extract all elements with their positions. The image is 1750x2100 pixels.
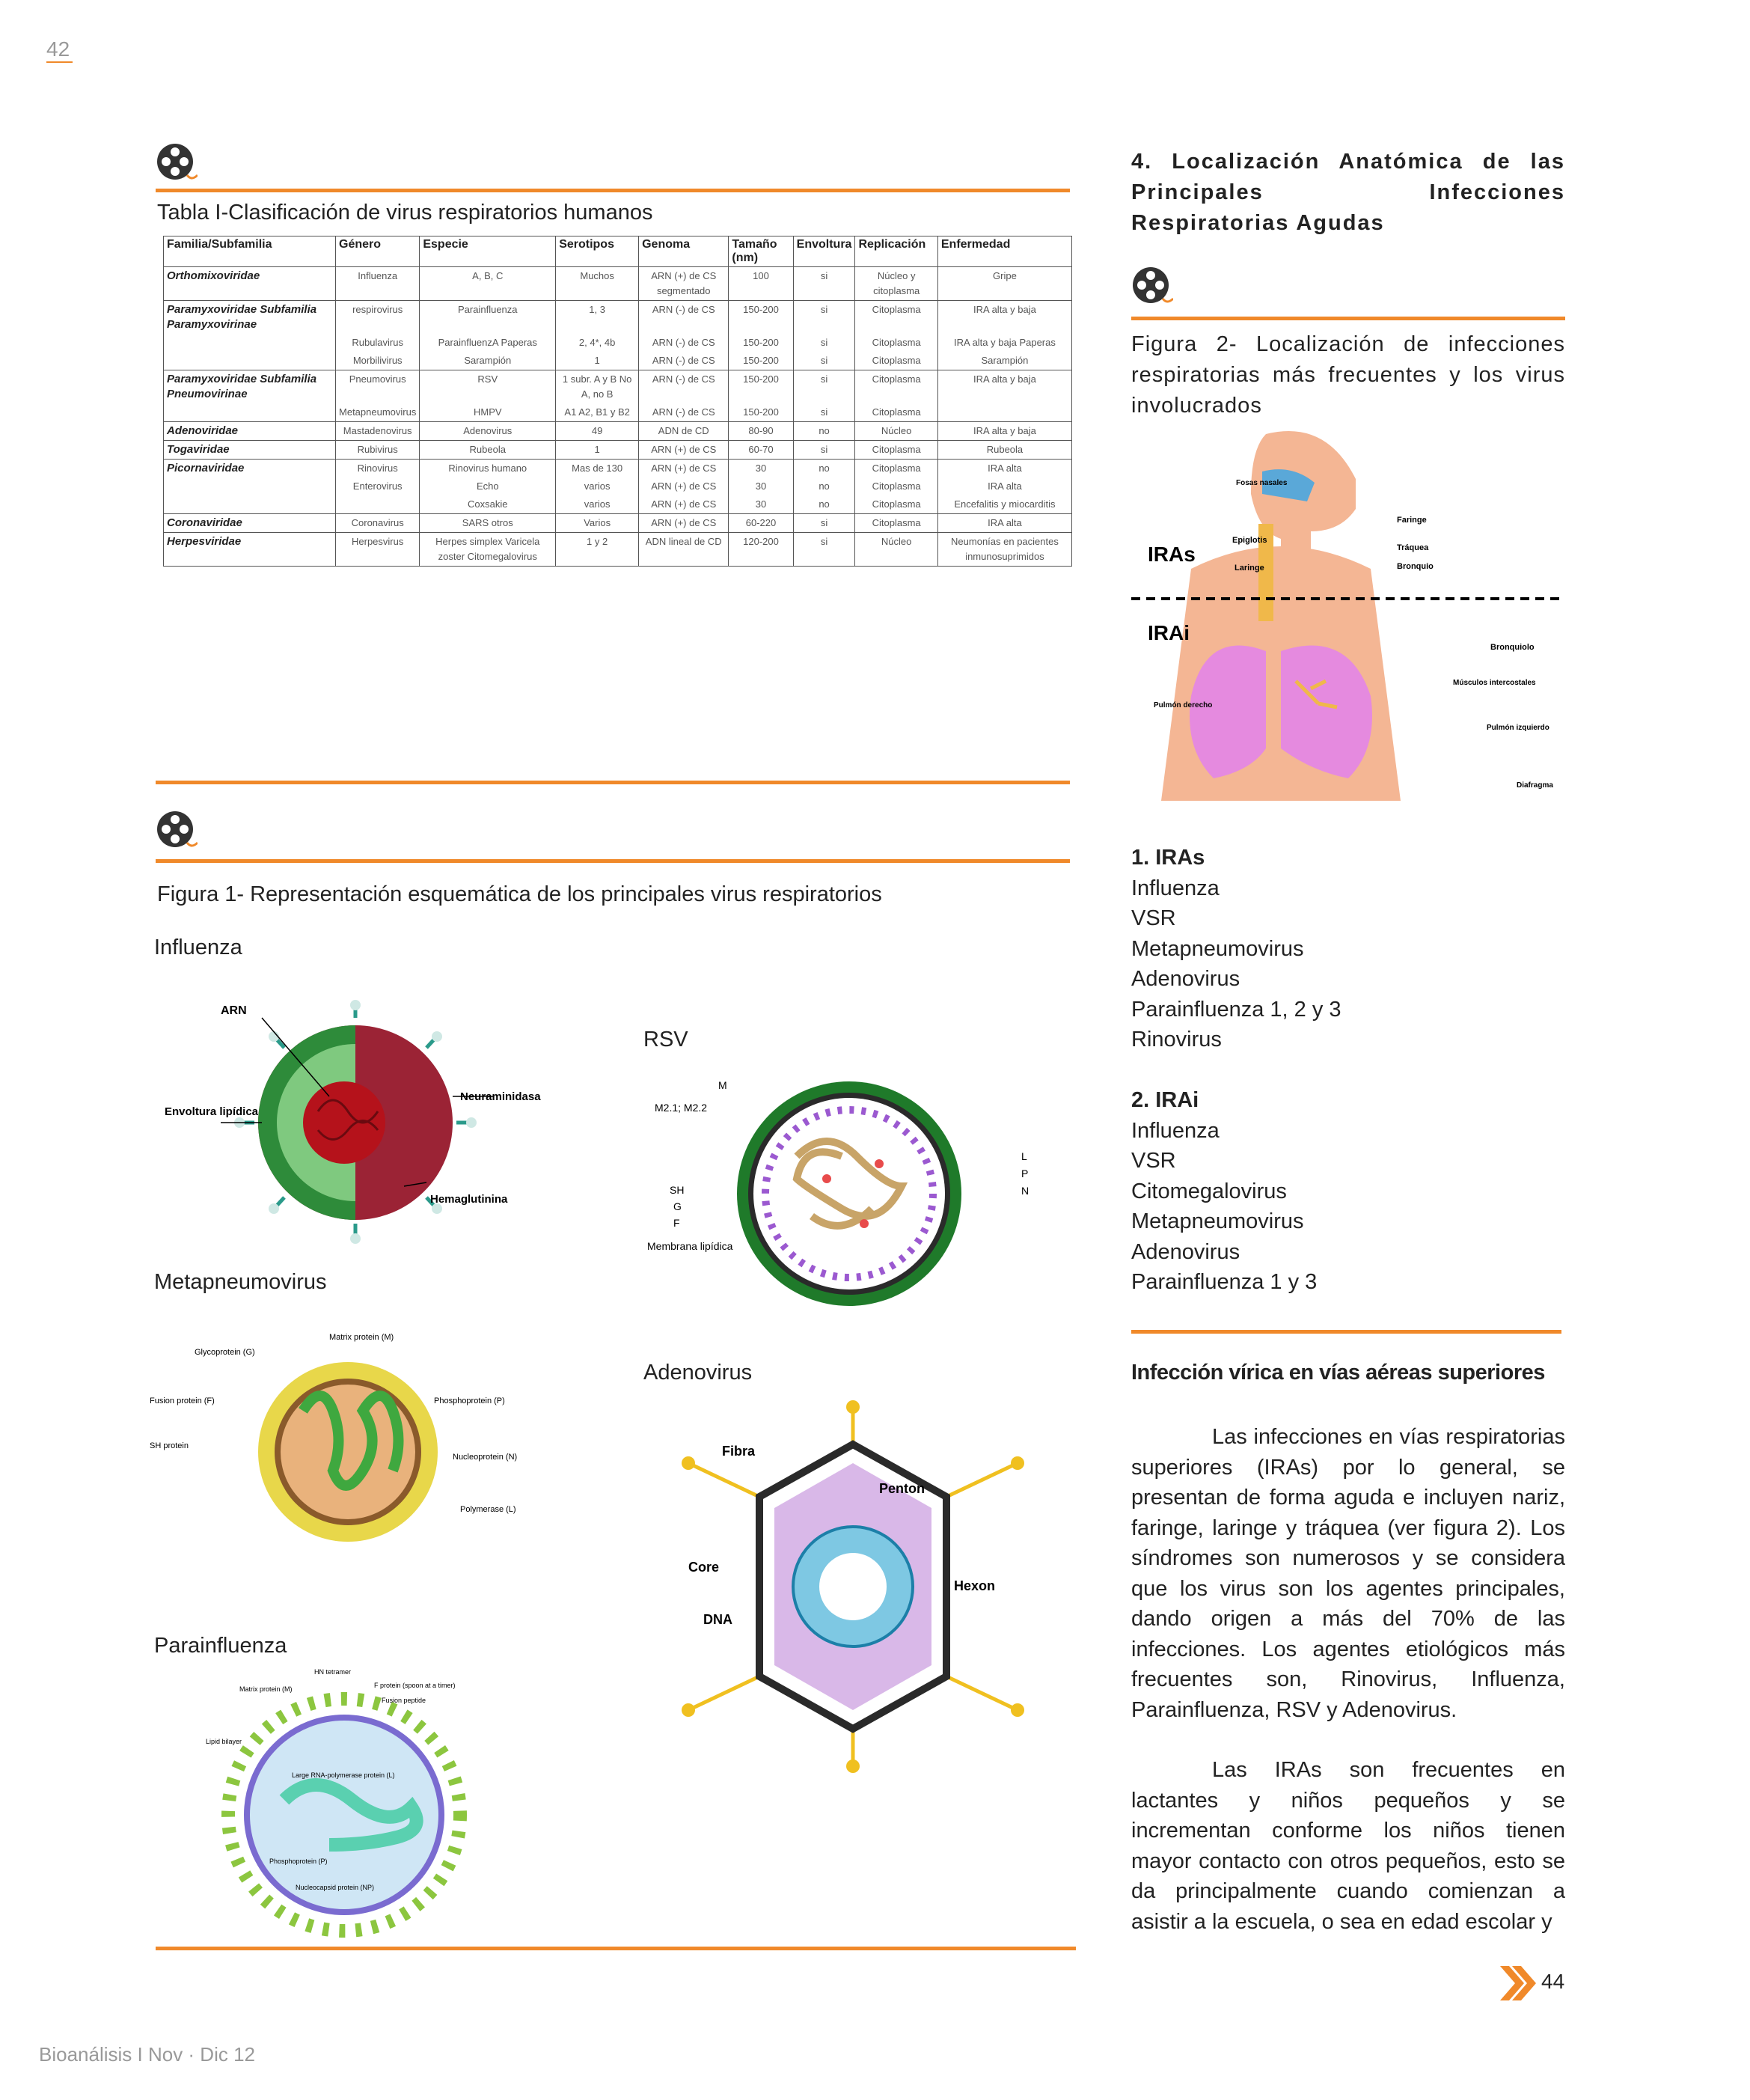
table-header-cell: Género [336, 236, 420, 267]
table-cell: ARN (-) de CS [639, 301, 729, 335]
table-cell: Morbilivirus [336, 352, 420, 370]
bronquio-label: Bronquio [1397, 562, 1434, 571]
table-cell: Rubulavirus [336, 334, 420, 352]
figure1-bottom-rule [156, 1947, 1076, 1950]
table-cell: respirovirus [336, 301, 420, 335]
table-cell: Mas de 130 [556, 460, 639, 478]
table-cell: ADN lineal de CD [639, 533, 729, 567]
traquea-label: Tráquea [1397, 543, 1429, 552]
table-row [164, 352, 1072, 370]
table-cell: varios [556, 495, 639, 514]
arn-label: ARN [221, 1004, 247, 1017]
table-cell: 30 [729, 495, 793, 514]
sh-label: SH [670, 1184, 685, 1196]
table-cell [164, 352, 336, 370]
table-header-cell: Tamaño (nm) [729, 236, 793, 267]
table-cell: 60-220 [729, 514, 793, 533]
table-cell: Neumonías en pacientes inmunosuprimidos [937, 533, 1071, 567]
hexon-label: Hexon [954, 1578, 996, 1593]
table-cell: 150-200 [729, 301, 793, 335]
hn-label: HN tetramer [314, 1668, 352, 1676]
list-item: Metapneumovirus [1131, 936, 1304, 961]
table-cell: ARN (-) de CS [639, 352, 729, 370]
virus-classification-table [163, 236, 1072, 773]
table-cell: Citoplasma [855, 334, 937, 352]
table-cell: Citoplasma [855, 441, 937, 460]
list-item: VSR [1131, 1149, 1176, 1173]
list-item: Adenovirus [1131, 1239, 1240, 1264]
table-cell: ARN (+) de CS [639, 460, 729, 478]
table-cell: Mastadenovirus [336, 422, 420, 441]
table-cell: Togaviridae [164, 441, 336, 460]
table-cell: 150-200 [729, 334, 793, 352]
table-cell: 30 [729, 460, 793, 478]
table-cell: Núcleo y citoplasma [855, 267, 937, 301]
table-cell: 1 [556, 352, 639, 370]
table-header-cell: Enfermedad [937, 236, 1071, 267]
iras-list [1131, 843, 1341, 1055]
table-cell: si [793, 301, 855, 335]
table-cell: si [793, 352, 855, 370]
table-bottom-rule [156, 781, 1070, 784]
upper-infection-heading: Infección vírica en vías aéreas superiores [1131, 1361, 1545, 1385]
irai-list-title: 2. IRAi [1131, 1088, 1199, 1112]
table-cell: Pneumovirus [336, 370, 420, 404]
figure1-top-rule [156, 859, 1070, 863]
large-label: Large RNA-polymerase protein (L) [292, 1771, 395, 1779]
table-cell: Citoplasma [855, 301, 937, 335]
table-cell: si [793, 441, 855, 460]
table-cell: Herpes simplex Varicela zoster Citomegalovirus [420, 533, 556, 567]
musculos-label: Músculos intercostales [1453, 679, 1536, 687]
table-cell: Citoplasma [855, 460, 937, 478]
table-cell: Coronaviridae [164, 514, 336, 533]
list-item: Metapneumovirus [1131, 1209, 1304, 1233]
table-cell: 120-200 [729, 533, 793, 567]
table-cell: ARN (+) de CS [639, 514, 729, 533]
metapneumovirus-title: Metapneumovirus [154, 1270, 327, 1294]
table-cell: 150-200 [729, 403, 793, 422]
m2-label: M2.1; M2.2 [655, 1102, 708, 1114]
table-cell: Paramyxoviridae Subfamilia Paramyxovirinae [164, 301, 336, 335]
table-cell: ARN (+) de CS [639, 441, 729, 460]
table-row [164, 422, 1072, 441]
table-row [164, 403, 1072, 422]
table-cell [164, 403, 336, 422]
table-cell [164, 495, 336, 514]
table-cell: 1 y 2 [556, 533, 639, 567]
list-item: VSR [1131, 906, 1176, 930]
table-header-cell: Genoma [639, 236, 729, 267]
l-label: L [1021, 1150, 1027, 1162]
fibra-label: Fibra [722, 1444, 756, 1459]
table-cell: si [793, 267, 855, 301]
lipid-label: Lipid bilayer [206, 1738, 242, 1745]
adenovirus-title: Adenovirus [643, 1361, 753, 1385]
fusion-label: Fusion protein (F) [150, 1397, 215, 1405]
table-cell: si [793, 533, 855, 567]
table-cell: no [793, 422, 855, 441]
p-label: P [1021, 1167, 1029, 1179]
table-cell: Citoplasma [855, 403, 937, 422]
table-cell: RSV [420, 370, 556, 404]
table-cell: 1 subr. A y B No A, no B [556, 370, 639, 404]
table-cell: si [793, 514, 855, 533]
table-cell: Muchos [556, 267, 639, 301]
paragraph-2: Las IRAs son frecuentes en lactantes y niños pequeños y se incrementan conforme los niños tienen mayor contacto con otros pequeños, esto se da principalmente cuando comienzan a asistir a la escuela, o sea en edad escolar y [1131, 1758, 1565, 1934]
table-cell: 1, 3 [556, 301, 639, 335]
figure2-top-rule [1131, 317, 1565, 320]
table-cell: Herpesvirus [336, 533, 420, 567]
table-row [164, 441, 1072, 460]
pulmon-der-label: Pulmón derecho [1154, 701, 1213, 709]
matrix-label: Matrix protein (M) [239, 1685, 293, 1693]
table-cell: Paramyxoviridae Subfamilia Pneumovirinae [164, 370, 336, 404]
irai-list [1131, 1085, 1317, 1298]
table-cell: ARN (+) de CS segmentado [639, 267, 729, 301]
table-cell: ARN (+) de CS [639, 477, 729, 495]
table-cell: Picornaviridae [164, 460, 336, 478]
list-item: Parainfluenza 1 y 3 [1131, 1270, 1318, 1294]
metapneumovirus-diagram [150, 1328, 539, 1583]
table-cell: ARN (-) de CS [639, 403, 729, 422]
rsv-title: RSV [643, 1028, 688, 1051]
film-reel-icon [156, 810, 198, 852]
parainfluenza-title: Parainfluenza [154, 1634, 287, 1658]
table-cell: ARN (-) de CS [639, 370, 729, 404]
table-cell: Citoplasma [855, 352, 937, 370]
glyco-label: Glycoprotein (G) [195, 1348, 255, 1357]
table-cell: varios [556, 477, 639, 495]
table-cell: Varios [556, 514, 639, 533]
table-header-cell: Replicación [855, 236, 937, 267]
dna-label: DNA [703, 1612, 732, 1627]
neuraminidasa-label: Neuraminidasa [460, 1090, 541, 1103]
table-cell [336, 495, 420, 514]
table-cell: IRA alta y baja [937, 301, 1071, 335]
paragraph-1: Las infecciones en vías respiratorias superiores (IRAs) por lo general, se presentan de forma aguda e incluyen nariz, faringe, laringe y tráquea (ver figura 2). Los síndromes son numerosos y se considera que los virus son los agentes principales, dando origen a más del 70% de las infecciones. Los agentes etiológicos más frecuentes son, Rinovirus, Influenza, Parainfluenza, RSV y Adenovirus. [1131, 1425, 1565, 1722]
table-cell [164, 334, 336, 352]
iras-list-title: 1. IRAs [1131, 846, 1205, 870]
nucleo-label: Nucleoprotein (N) [453, 1453, 518, 1462]
table-cell: IRA alta y baja Paperas [937, 334, 1071, 352]
next-page-arrow-icon [1499, 1965, 1536, 2002]
figure1-caption: Figura 1- Representación esquemática de los principales virus respiratorios [157, 882, 882, 906]
table-cell: 30 [729, 477, 793, 495]
respiratory-anatomy-diagram [1131, 427, 1565, 816]
table-cell: Echo [420, 477, 556, 495]
iras-label: IRAs [1148, 543, 1196, 566]
list-item: Influenza [1131, 1118, 1220, 1143]
table-cell: Orthomixoviridae [164, 267, 336, 301]
list-item: Citomegalovirus [1131, 1179, 1287, 1203]
table-cell: Núcleo [855, 422, 937, 441]
table-cell: SARS otros [420, 514, 556, 533]
table-cell: A1 A2, B1 y B2 [556, 403, 639, 422]
envoltura-label: Envoltura lipídica [165, 1105, 259, 1118]
table-cell: Metapneumovirus [336, 403, 420, 422]
table-row [164, 533, 1072, 567]
table-row [164, 334, 1072, 352]
parainfluenza-diagram [187, 1665, 501, 1950]
table-cell: Influenza [336, 267, 420, 301]
n-label: N [1021, 1185, 1029, 1197]
phospho-label: Phosphoprotein (P) [269, 1858, 328, 1865]
table-row [164, 477, 1072, 495]
table-cell: Sarampión [937, 352, 1071, 370]
membrana-label: Membrana lipídica [647, 1240, 733, 1252]
table-caption: Tabla I-Clasificación de virus respiratorios humanos [157, 201, 653, 225]
table-header-cell: Especie [420, 236, 556, 267]
table-cell [164, 477, 336, 495]
core-label: Core [688, 1560, 720, 1575]
table-cell: Núcleo [855, 533, 937, 567]
table-cell: Citoplasma [855, 514, 937, 533]
table-cell: ARN (+) de CS [639, 495, 729, 514]
table-header-cell: Serotipos [556, 236, 639, 267]
nucleo-label: Nucleocapsid protein (NP) [296, 1884, 375, 1891]
matrix-label: Matrix protein (M) [329, 1333, 394, 1342]
sh-label: SH protein [150, 1441, 189, 1450]
phospho-label: Phosphoprotein (P) [434, 1397, 505, 1405]
film-reel-icon [156, 142, 198, 184]
table-cell: si [793, 403, 855, 422]
table-cell: no [793, 460, 855, 478]
table-cell: A, B, C [420, 267, 556, 301]
film-reel-icon [1131, 266, 1173, 308]
table-cell: IRA alta y baja [937, 370, 1071, 404]
table-cell [937, 403, 1071, 422]
table-cell: 150-200 [729, 352, 793, 370]
section-rule [1131, 1330, 1561, 1334]
faringe-label: Faringe [1397, 516, 1427, 525]
table-cell: ParainfluenzA Paperas [420, 334, 556, 352]
list-item: Influenza [1131, 876, 1220, 900]
adenovirus-diagram [658, 1400, 1047, 1774]
table-cell: Adenoviridae [164, 422, 336, 441]
table-cell: Citoplasma [855, 477, 937, 495]
section-title: 4. Localización Anatómica de las Principales Infecciones Respiratorias Agudas [1131, 150, 1565, 235]
table-row [164, 514, 1072, 533]
irai-label: IRAi [1148, 621, 1190, 644]
page-number-left: 42 [46, 37, 73, 63]
table-cell: HMPV [420, 403, 556, 422]
table-cell: Rubivirus [336, 441, 420, 460]
table-cell: Citoplasma [855, 370, 937, 404]
table-cell: 100 [729, 267, 793, 301]
table-cell: Rubeola [937, 441, 1071, 460]
table-cell: si [793, 334, 855, 352]
table-cell: Rubeola [420, 441, 556, 460]
list-item: Rinovirus [1131, 1028, 1222, 1051]
table-cell: 60-70 [729, 441, 793, 460]
laringe-label: Laringe [1235, 564, 1264, 573]
poly-label: Polymerase (L) [460, 1505, 516, 1514]
f-label: F [673, 1217, 680, 1229]
fprotein-label: F protein (spoon at a timer) [374, 1682, 456, 1689]
table-cell: ARN (-) de CS [639, 334, 729, 352]
table-cell: Encefalitis y miocarditis [937, 495, 1071, 514]
table-cell: Enterovirus [336, 477, 420, 495]
journal-footer: Bioanálisis I Nov · Dic 12 [39, 2043, 255, 2066]
table-cell: 150-200 [729, 370, 793, 404]
pulmon-izq-label: Pulmón izquierdo [1487, 724, 1549, 732]
fosas-label: Fosas nasales [1236, 479, 1288, 487]
table-row [164, 301, 1072, 335]
table-cell: IRA alta y baja [937, 422, 1071, 441]
list-item: Parainfluenza 1, 2 y 3 [1131, 997, 1341, 1022]
epiglotis-label: Epiglotis [1232, 536, 1267, 545]
table-cell: 2, 4*, 4b [556, 334, 639, 352]
table-cell: Adenovirus [420, 422, 556, 441]
list-item: Adenovirus [1131, 967, 1240, 991]
table-cell: Citoplasma [855, 495, 937, 514]
penton-label: Penton [879, 1481, 925, 1496]
table-cell: 1 [556, 441, 639, 460]
g-label: G [673, 1200, 682, 1212]
influenza-diagram [157, 992, 561, 1246]
table-cell: Herpesviridae [164, 533, 336, 567]
table-header-cell: Familia/Subfamilia [164, 236, 336, 267]
page-number-right: 44 [1541, 1970, 1565, 1993]
table-header-cell: Envoltura [793, 236, 855, 267]
table-cell: 80-90 [729, 422, 793, 441]
fusion-label: Fusion peptide [382, 1697, 426, 1704]
table-row [164, 495, 1072, 514]
table-top-rule [156, 189, 1070, 192]
figure2-caption: Figura 2- Localización de infecciones respiratorias más frecuentes y los virus involucrados [1131, 332, 1565, 418]
table-cell: 49 [556, 422, 639, 441]
diafragma-label: Diafragma [1517, 781, 1553, 790]
table-cell: IRA alta [937, 477, 1071, 495]
table-cell: Gripe [937, 267, 1071, 301]
table-cell: no [793, 495, 855, 514]
rsv-diagram [640, 1066, 1044, 1321]
table-row [164, 370, 1072, 404]
table-cell: Sarampión [420, 352, 556, 370]
table-row [164, 460, 1072, 478]
bronquiolo-label: Bronquiolo [1490, 643, 1535, 652]
table-cell: ADN de CD [639, 422, 729, 441]
table-cell: Parainfluenza [420, 301, 556, 335]
table-cell: si [793, 370, 855, 404]
table-cell: IRA alta [937, 514, 1071, 533]
table-cell: Rinovirus humano [420, 460, 556, 478]
table-cell: Coxsakie [420, 495, 556, 514]
table-row [164, 267, 1072, 301]
table-cell: no [793, 477, 855, 495]
table-cell: Coronavirus [336, 514, 420, 533]
hemaglutinina-label: Hemaglutinina [430, 1193, 508, 1206]
table-cell: Rinovirus [336, 460, 420, 478]
table-cell: IRA alta [937, 460, 1071, 478]
influenza-title: Influenza [154, 935, 242, 959]
m-label: M [718, 1079, 727, 1091]
